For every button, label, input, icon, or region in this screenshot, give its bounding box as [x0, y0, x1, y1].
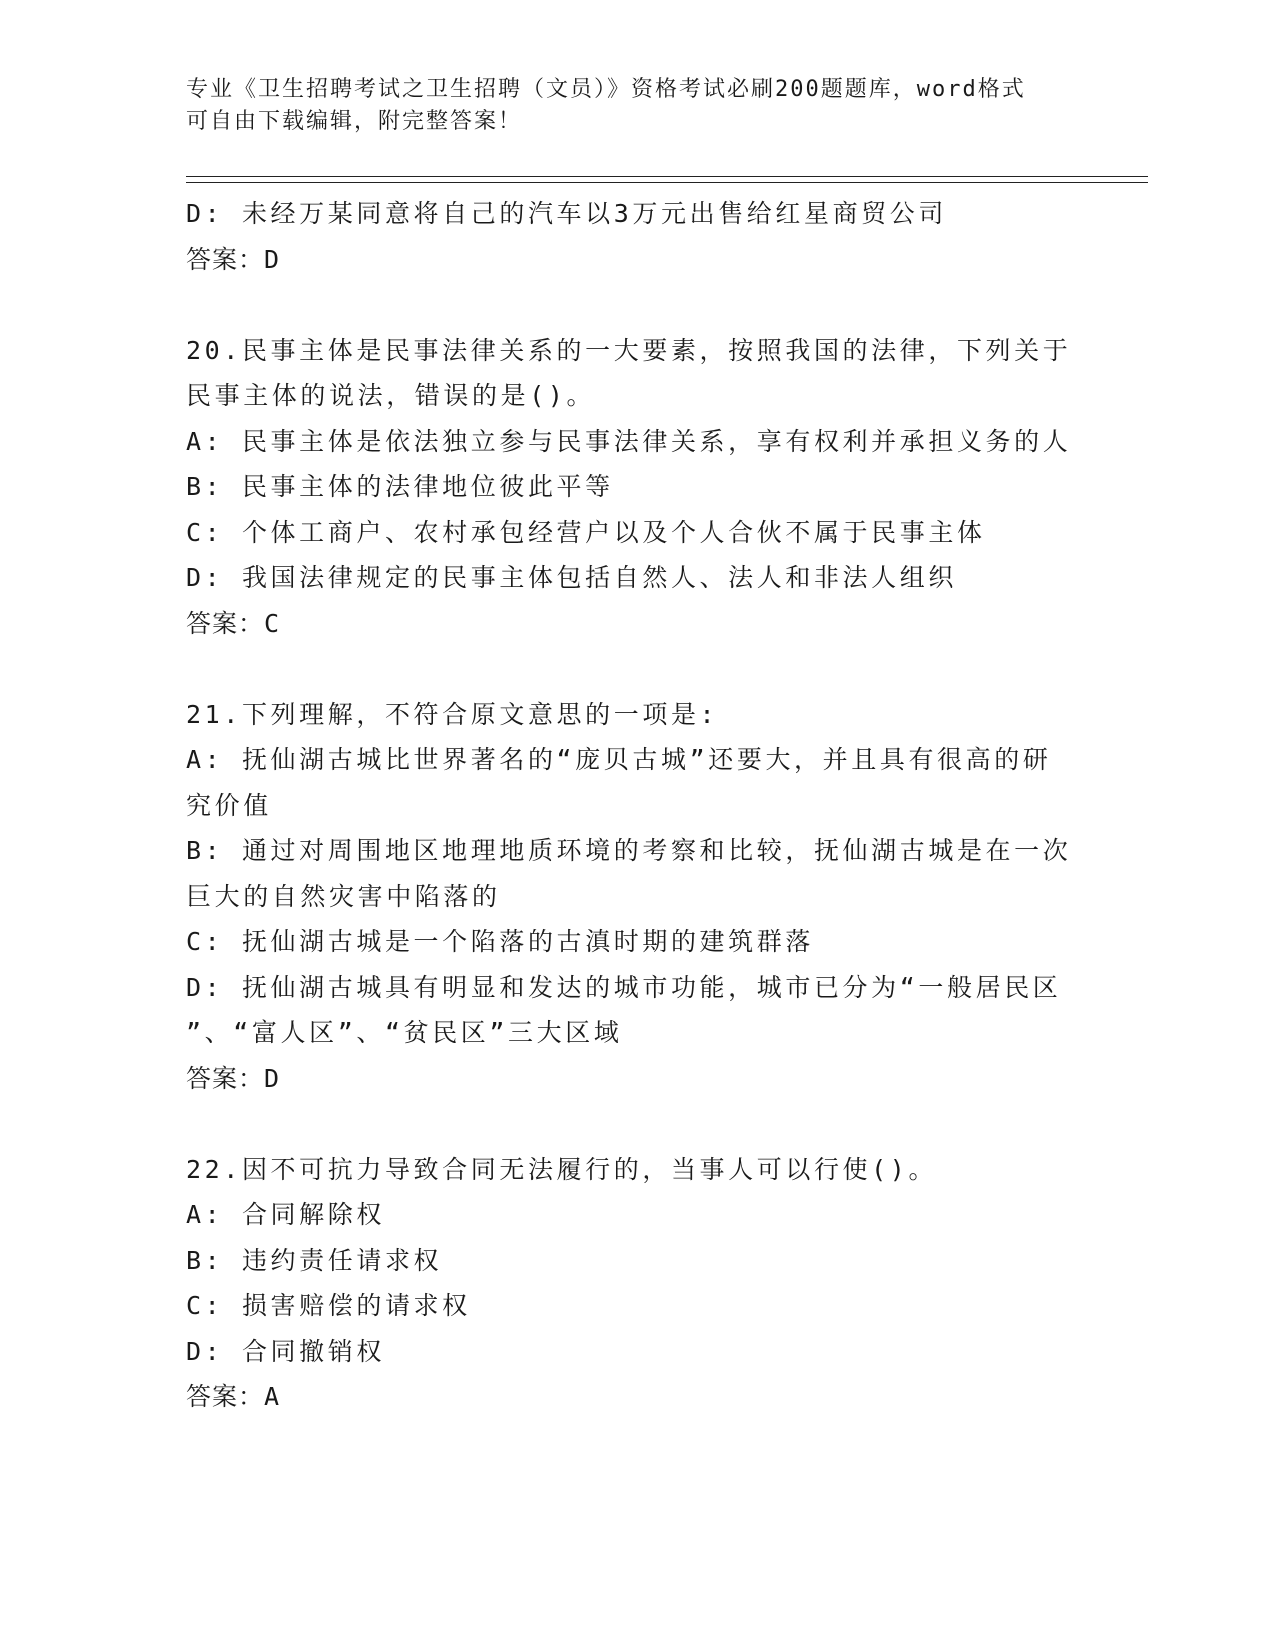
header-title-line1: 专业《卫生招聘考试之卫生招聘（文员）》资格考试必刷200题题库，word格式 — [186, 77, 1026, 102]
q21-stem: 21.下列理解，不符合原文意思的一项是: — [186, 699, 719, 729]
q21-option-a-line2: 究价值 — [186, 790, 272, 820]
q22-option-b: B: 违约责任请求权 — [186, 1245, 443, 1275]
q20-option-c: C: 个体工商户、农村承包经营户以及个人合伙不属于民事主体 — [186, 517, 986, 547]
q20-option-b: B: 民事主体的法律地位彼此平等 — [186, 472, 614, 501]
q20-option-d: D: 我国法律规定的民事主体包括自然人、法人和非法人组织 — [186, 563, 957, 592]
question-list — [186, 191, 1086, 1420]
spacer — [186, 1101, 1086, 1147]
q20-answer: 答案：C — [186, 608, 281, 638]
q21-option-d-line1: D: 抚仙湖古城具有明显和发达的城市功能，城市已分为“一般居民区 — [186, 972, 1062, 1002]
header-title-line2: 可自由下载编辑，附完整答案！ — [186, 109, 523, 134]
spacer — [186, 282, 1086, 328]
prev-option-d: D: 未经万某同意将自己的汽车以3万元出售给红星商贸公司 — [186, 199, 948, 228]
q22-option-d: D: 合同撤销权 — [186, 1336, 385, 1366]
q21-option-d-line2: ”、“富人区”、“贫民区”三大区域 — [186, 1018, 623, 1047]
q21-option-b-line1: B: 通过对周围地区地理地质环境的考察和比较，抚仙湖古城是在一次 — [186, 836, 1072, 865]
q22-option-a: A: 合同解除权 — [186, 1200, 385, 1229]
document-header — [186, 74, 1086, 138]
prev-answer: 答案：D — [186, 244, 281, 274]
q21-option-a-line1: A: 抚仙湖古城比世界著名的“庞贝古城”还要大，并且具有很高的研 — [186, 745, 1052, 774]
header-divider-top — [186, 176, 1148, 177]
q21-option-c: C: 抚仙湖古城是一个陷落的古滇时期的建筑群落 — [186, 927, 814, 956]
header-divider-bottom — [186, 182, 1148, 183]
spacer — [186, 646, 1086, 692]
q20-stem-line1: 20.民事主体是民事法律关系的一大要素，按照我国的法律，下列关于 — [186, 335, 1072, 365]
q20-option-a: A: 民事主体是依法独立参与民事法律关系，享有权利并承担义务的人 — [186, 426, 1072, 456]
q21-option-b-line2: 巨大的自然灾害中陷落的 — [186, 881, 501, 911]
q22-stem: 22.因不可抗力导致合同无法履行的，当事人可以行使()。 — [186, 1154, 938, 1184]
q21-answer: 答案：D — [186, 1063, 281, 1093]
q20-stem-line2: 民事主体的说法，错误的是()。 — [186, 381, 596, 410]
q22-option-c: C: 损害赔偿的请求权 — [186, 1291, 471, 1320]
q22-answer: 答案：A — [186, 1382, 281, 1411]
